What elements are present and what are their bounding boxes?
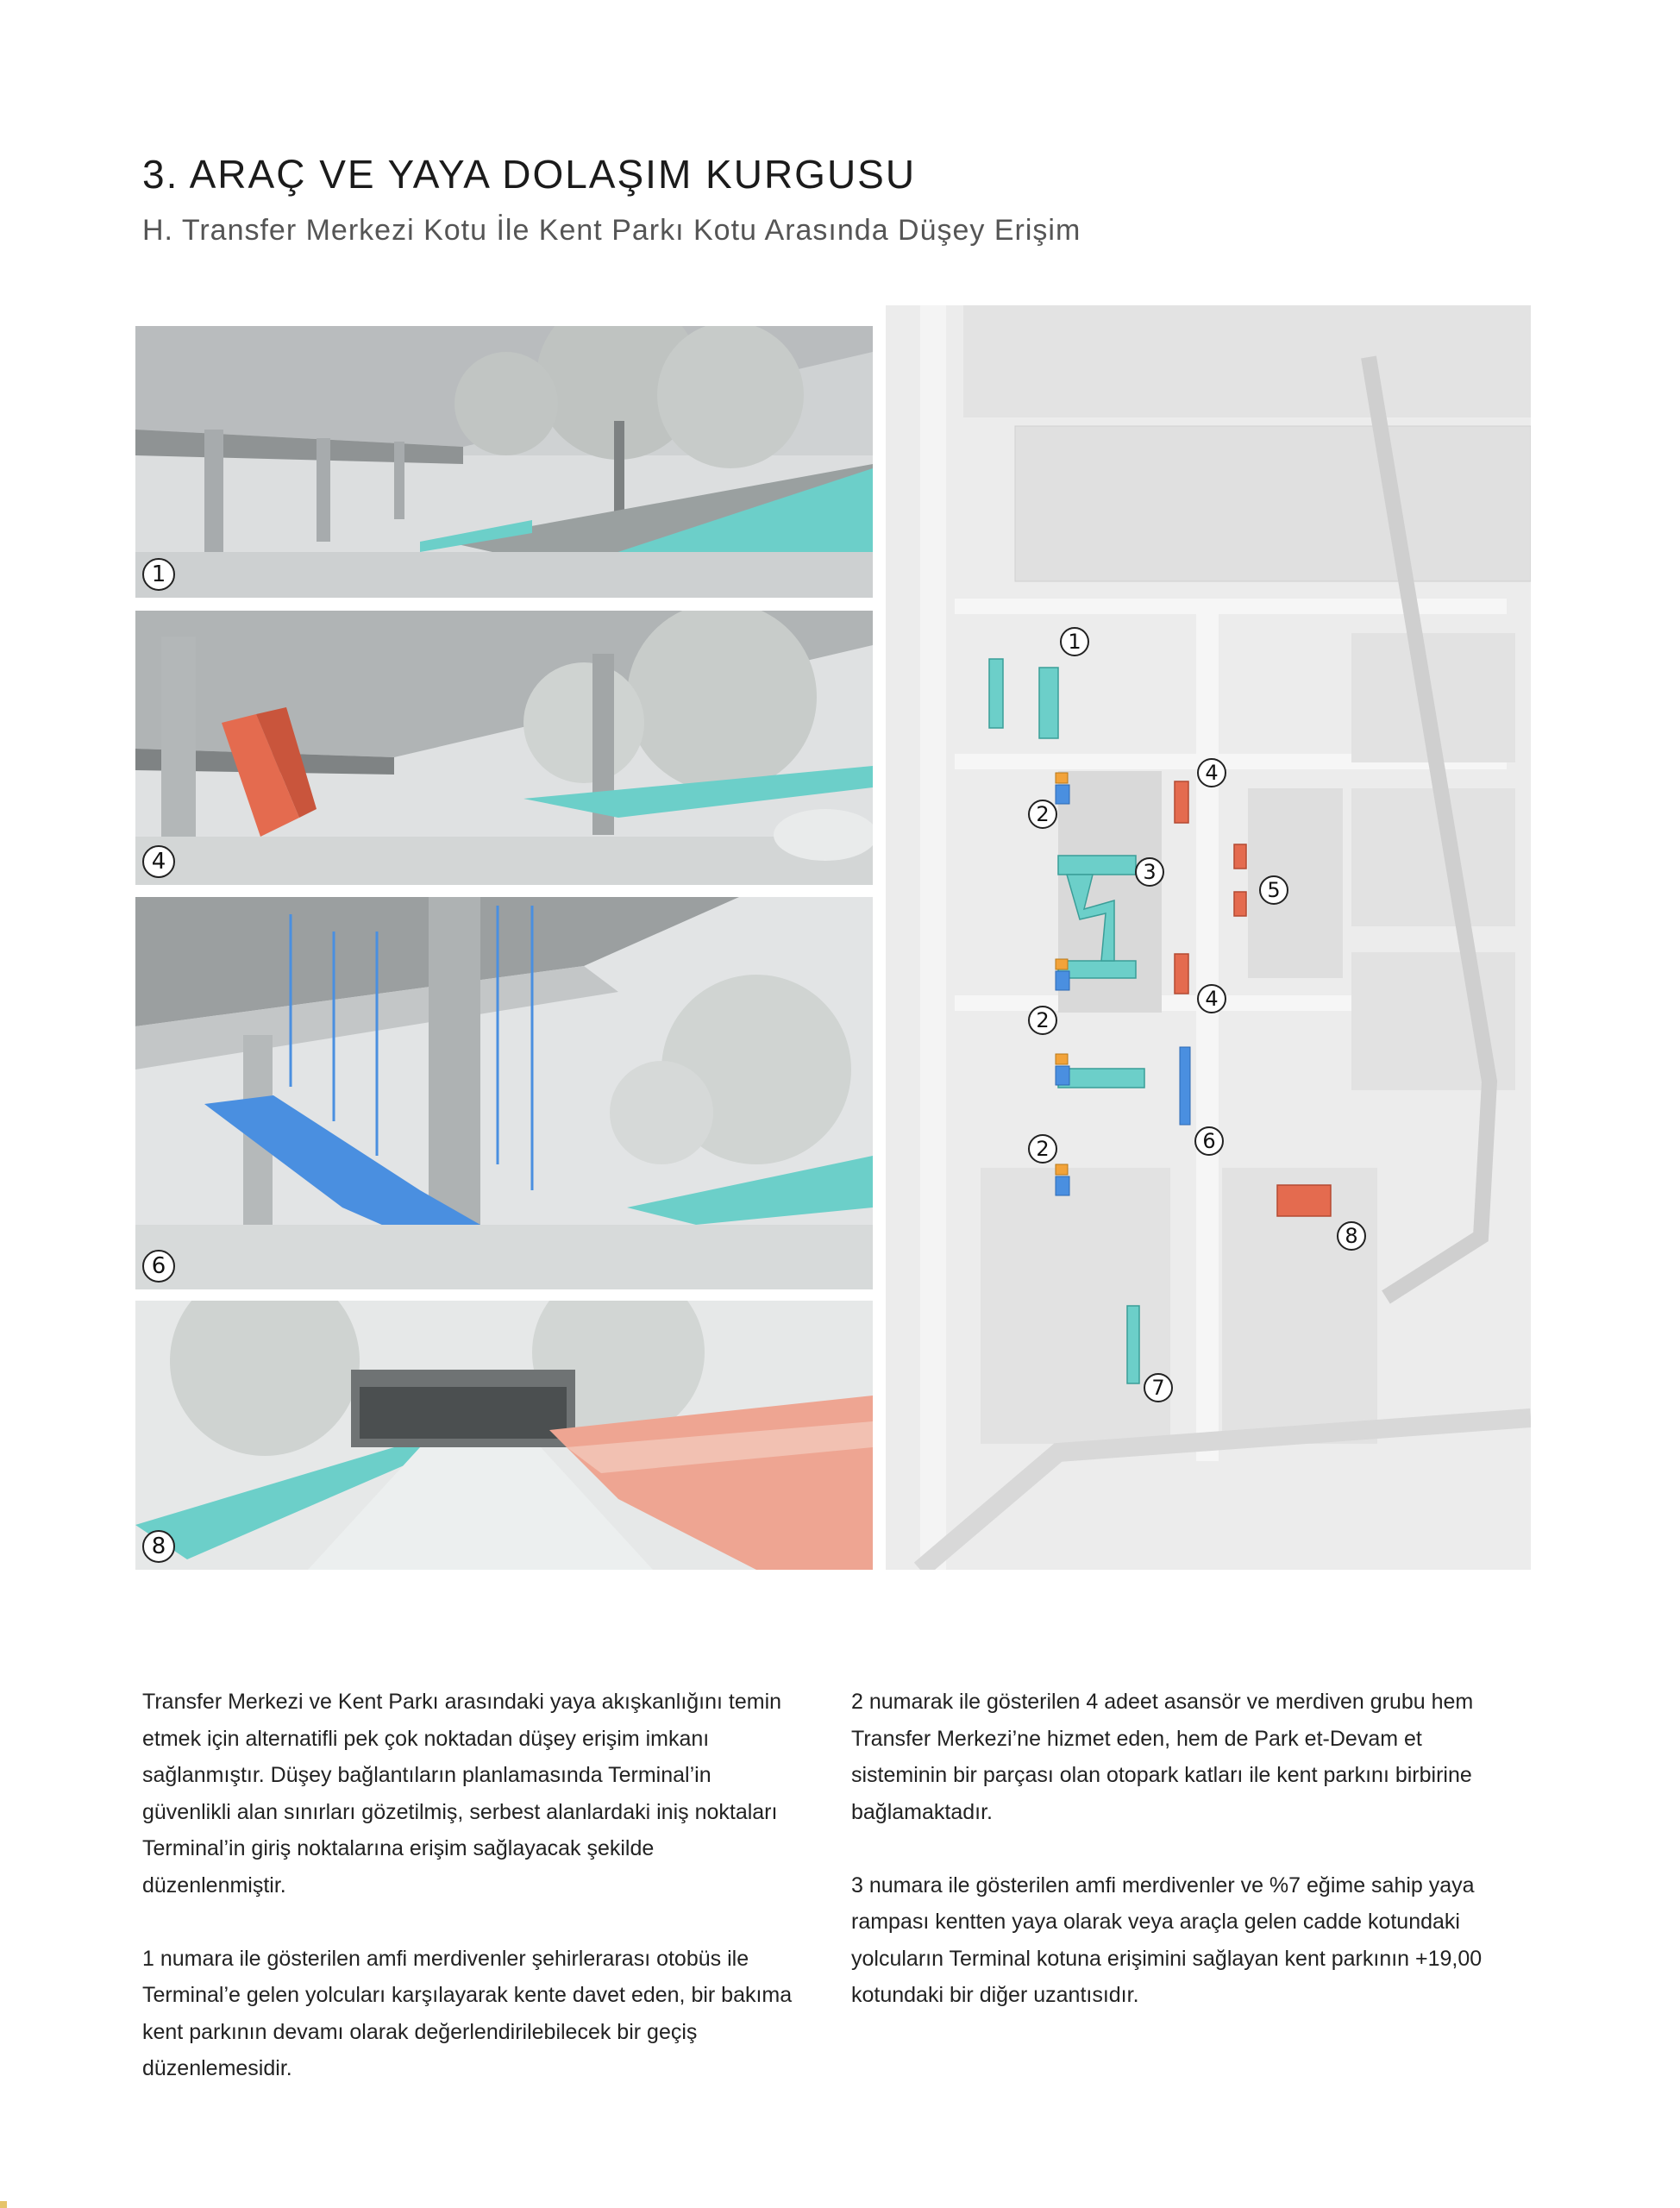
render-suspended-stair-illustration bbox=[135, 897, 873, 1289]
render-amphi-stairs-illustration bbox=[135, 326, 873, 598]
page-corner-mark bbox=[0, 2201, 7, 2208]
render-park-entrance-illustration bbox=[135, 1301, 873, 1570]
view-number-badge: 4 bbox=[142, 845, 175, 878]
plan-marker-2b: 2 bbox=[1028, 1006, 1057, 1035]
render-amphi-stairs bbox=[135, 326, 873, 598]
paragraph: Transfer Merkezi ve Kent Parkı arasındaki yaya akışkanlığını temin etmek için alternatifli pek çok noktadan düşey erişim imkanı sağlanmıştır. Düşey bağlantıların planlamasında Terminal’in güvenlikli alan sınırları gözetilmiş, serbest alanlardaki iniş noktaları Terminal’in giriş noktalarına erişim sağlayacak şekilde düzenlenmiştir. bbox=[142, 1690, 782, 1898]
view-number-badge: 6 bbox=[142, 1250, 175, 1283]
plan-marker-2c: 2 bbox=[1028, 1134, 1057, 1164]
plan-marker-4b: 4 bbox=[1197, 984, 1226, 1013]
plan-marker-4a: 4 bbox=[1197, 758, 1226, 787]
body-text-left bbox=[142, 1684, 798, 2123]
plan-marker-3: 3 bbox=[1135, 857, 1164, 887]
plan-marker-5: 5 bbox=[1259, 875, 1288, 905]
page-subtitle: H. Transfer Merkezi Kotu İle Kent Parkı Kotu Arasında Düşey Erişim bbox=[142, 214, 1081, 247]
plan-marker-1: 1 bbox=[1060, 627, 1089, 656]
plan-marker-7: 7 bbox=[1144, 1373, 1173, 1402]
body-text-right bbox=[851, 1684, 1507, 2050]
render-park-entrance bbox=[135, 1301, 873, 1570]
render-suspended-stair bbox=[135, 897, 873, 1289]
page-title: 3. ARAÇ VE YAYA DOLAŞIM KURGUSU bbox=[142, 152, 917, 197]
paragraph: 1 numara ile gösterilen amfi merdivenler şehirlerarası otobüs ile Terminal’e gelen yolcuları karşılayarak kente davet eden, bir bakıma kent parkının devamı olarak değerlendirilebilecek bir geçiş düzenlemesidir. bbox=[142, 1946, 793, 2080]
render-escalator bbox=[135, 611, 873, 885]
plan-marker-8: 8 bbox=[1337, 1221, 1366, 1251]
view-number-badge: 1 bbox=[142, 558, 175, 591]
plan-marker-6: 6 bbox=[1194, 1126, 1224, 1156]
render-escalator-illustration bbox=[135, 611, 873, 885]
view-number-badge: 8 bbox=[142, 1530, 175, 1563]
site-plan bbox=[886, 305, 1531, 1570]
site-plan-drawing bbox=[886, 305, 1531, 1570]
paragraph: 3 numara ile gösterilen amfi merdivenler ve %7 eğime sahip yaya rampası kentten yaya olarak veya araçla gelen cadde kotundaki yolcuların Terminal kotuna erişimini sağlayan kent parkının +19,00 kotundaki bir diğer uzantısıdır. bbox=[851, 1872, 1483, 2007]
plan-marker-2a: 2 bbox=[1028, 800, 1057, 829]
paragraph: 2 numarak ile gösterilen 4 adeet asansör ve merdiven grubu hem Transfer Merkezi’ne hizmet eden, hem de Park et-Devam et sisteminin bir parçası olan otopark katları ile kent parkını birbirine bağlamaktadır. bbox=[851, 1690, 1474, 1824]
